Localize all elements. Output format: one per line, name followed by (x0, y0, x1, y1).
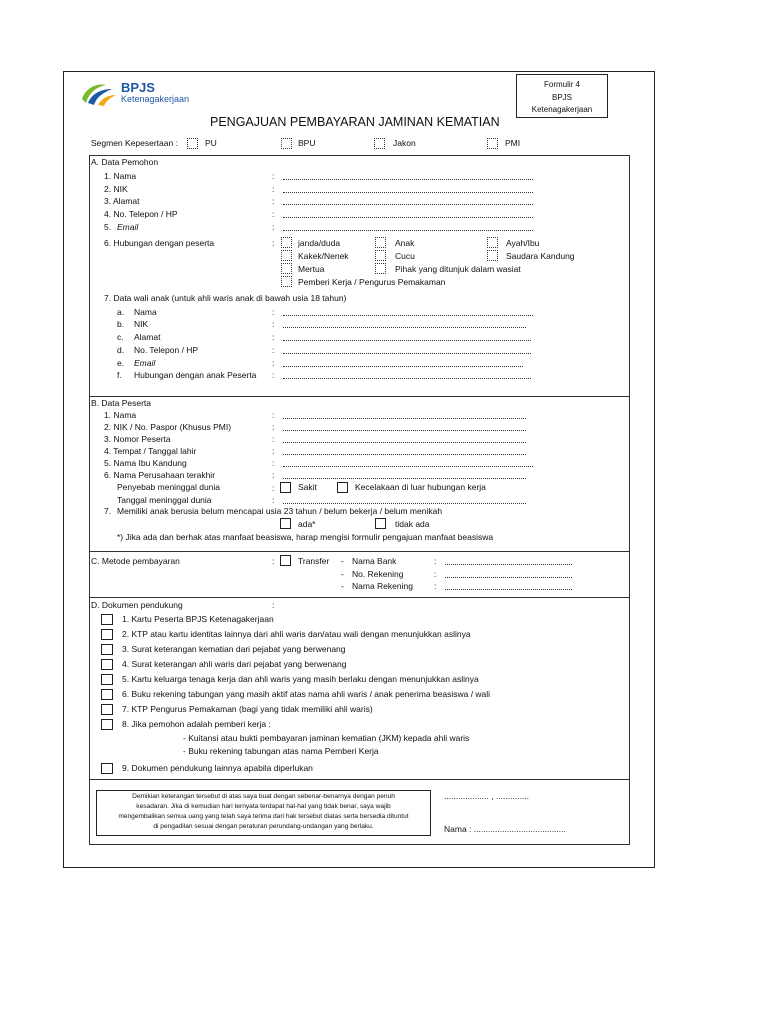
form-number-line2: BPJS (551, 93, 572, 102)
dok-2-checkbox[interactable] (101, 629, 113, 640)
hub-janda-checkbox[interactable] (281, 237, 292, 248)
wali-letter: d. (117, 345, 125, 355)
pemohon-alamat-label: 3. Alamat (104, 196, 140, 206)
sakit-checkbox[interactable] (280, 482, 291, 493)
colon: : (272, 370, 275, 380)
hub-wasiat-checkbox[interactable] (375, 263, 386, 274)
declaration-line: Demikian keterangan tersebut di atas saya buat dengan sebenar-benarnya dengan penuh (132, 793, 395, 800)
hub-kakek-label: Kakek/Nenek (298, 251, 349, 261)
colon: : (272, 319, 275, 329)
colon: : (272, 222, 275, 232)
hub-anak-label: Anak (395, 238, 415, 248)
segmen-bpu-checkbox[interactable] (281, 138, 292, 149)
q7-label: Memiliki anak berusia belum mencapai usia 23 tahun / belum bekerja / belum menikah (117, 506, 443, 516)
section-d-heading: D. Dokumen pendukung (91, 600, 183, 610)
wali-alamat-field[interactable] (283, 340, 531, 341)
dok-5-checkbox[interactable] (101, 674, 113, 685)
peserta-ttl-field[interactable] (283, 454, 526, 455)
dash: - (341, 556, 344, 566)
pemohon-email-label: Email (117, 222, 139, 232)
peserta-nomor-field[interactable] (283, 442, 526, 443)
colon: : (272, 458, 275, 468)
segmen-bpu-label: BPU (298, 138, 316, 148)
hub-anak-checkbox[interactable] (375, 237, 386, 248)
dok-4-checkbox[interactable] (101, 659, 113, 670)
wali-letter: a. (117, 307, 125, 317)
wali-nama-field[interactable] (283, 315, 533, 316)
signature-name-field[interactable]: Nama : ....................................... (444, 824, 566, 834)
dok-2-label: 2. KTP atau kartu identitas lainnya dari ahli waris dan/atau wali dengan menunjukkan aslinya (122, 629, 471, 639)
peserta-nama-field[interactable] (283, 418, 526, 419)
dok-8-sub-1: - Kuitansi atau bukti pembayaran jaminan kematian (JKM) kepada ahli waris (183, 733, 470, 743)
sakit-label: Sakit (298, 482, 317, 492)
colon: : (434, 569, 437, 579)
transfer-checkbox[interactable] (280, 555, 291, 566)
place-date-field[interactable]: ................... , .............. (444, 791, 530, 801)
colon: : (272, 307, 275, 317)
peserta-ibu-label: 5. Nama Ibu Kandung (104, 458, 187, 468)
wali-hubungan-field[interactable] (283, 378, 531, 379)
wali-letter: c. (117, 332, 124, 342)
hub-janda-label: janda/duda (298, 238, 341, 248)
dok-8-label: 8. Jika pemohon adalah pemberi kerja : (122, 719, 271, 729)
hub-mertua-checkbox[interactable] (281, 263, 292, 274)
colon: : (272, 196, 275, 206)
ada-checkbox[interactable] (280, 518, 291, 529)
colon: : (272, 332, 275, 342)
page-title: PENGAJUAN PEMBAYARAN JAMINAN KEMATIAN (210, 115, 500, 129)
peserta-ibu-field[interactable] (283, 466, 533, 467)
nama-bank-label: Nama Bank (352, 556, 397, 566)
colon: : (272, 446, 275, 456)
dok-3-label: 3. Surat keterangan kematian dari pejabat yang berwenang (122, 644, 346, 654)
dok-6-label: 6. Buku rekening tabungan yang masih aktif atas nama ahli waris / anak penerima beasiswa / wali (122, 689, 491, 699)
hub-pemberi-kerja-label: Pemberi Kerja / Pengurus Pemakaman (298, 277, 446, 287)
wali-heading: 7. Data wali anak (untuk ahli waris anak di bawah usia 18 tahun) (104, 293, 347, 303)
peserta-perusahaan-field[interactable] (283, 478, 526, 479)
colon: : (272, 238, 275, 248)
brand-name: BPJS (121, 80, 155, 95)
hub-mertua-label: Mertua (298, 264, 325, 274)
dok-5-label: 5. Kartu keluarga tenaga kerja dan ahli waris yang masih berlaku dengan menunjukkan aslinya (122, 674, 479, 684)
wali-telepon-field[interactable] (283, 353, 531, 354)
segmen-pmi-checkbox[interactable] (487, 138, 498, 149)
segmen-pmi-label: PMI (505, 138, 521, 148)
divider (89, 551, 630, 552)
dok-7-label: 7. KTP Pengurus Pemakaman (bagi yang tidak memiliki ahli waris) (122, 704, 373, 714)
dash: - (341, 569, 344, 579)
declaration-line: mengembalikan semua uang yang telah saya terima dari hak tersebut diatas serta bersedia dituntut (118, 813, 409, 820)
tidak-ada-label: tidak ada (395, 519, 430, 529)
divider (89, 396, 630, 397)
wali-alamat-label: Alamat (134, 332, 161, 342)
peserta-nomor-label: 3. Nomor Peserta (104, 434, 171, 444)
section-c-heading: C. Metode pembayaran (91, 556, 180, 566)
section-a-heading: A. Data Pemohon (91, 157, 159, 167)
hub-pemberi-kerja-checkbox[interactable] (281, 276, 292, 287)
dok-8-sub-2: - Buku rekening tabungan atas nama Pemberi Kerja (183, 746, 379, 756)
transfer-label: Transfer (298, 556, 330, 566)
pemohon-alamat-field[interactable] (283, 204, 533, 205)
tanggal-meninggal-field[interactable] (283, 503, 526, 504)
pemohon-telepon-field[interactable] (283, 217, 533, 218)
hub-ayah-checkbox[interactable] (487, 237, 498, 248)
wali-telepon-label: No. Telepon / HP (134, 345, 199, 355)
ada-label: ada* (298, 519, 316, 529)
segmen-pu-label: PU (205, 138, 217, 148)
pemohon-nik-field[interactable] (283, 192, 533, 193)
peserta-nik-field[interactable] (283, 430, 526, 431)
beasiswa-note: *) Jika ada dan berhak atas manfaat beasiswa, harap mengisi formulir pengajuan manfaat beasiswa (117, 532, 494, 542)
segmen-label: Segmen Kepesertaan : (91, 138, 178, 148)
colon: : (272, 171, 275, 181)
hub-saudara-label: Saudara Kandung (506, 251, 575, 261)
no-rekening-label: No. Rekening (352, 569, 404, 579)
nama-rekening-label: Nama Rekening (352, 581, 413, 591)
dok-8-checkbox[interactable] (101, 719, 113, 730)
wali-email-label: Email (134, 358, 156, 368)
divider (89, 779, 630, 780)
dash: - (341, 581, 344, 591)
colon: : (272, 209, 275, 219)
hub-cucu-label: Cucu (395, 251, 415, 261)
segmen-jakon-checkbox[interactable] (374, 138, 385, 149)
pemohon-telepon-label: 4. No. Telepon / HP (104, 209, 178, 219)
pemohon-email-number: 5. (104, 222, 112, 232)
peserta-perusahaan-label: 6. Nama Perusahaan terakhir (104, 470, 216, 480)
pemohon-nik-label: 2. NIK (104, 184, 128, 194)
kecelakaan-label: Kecelakaan di luar hubungan kerja (355, 482, 486, 492)
form-number-line3: Ketenagakerjaan (531, 105, 593, 114)
peserta-nik-label: 2. NIK / No. Paspor (Khusus PMI) (104, 422, 232, 432)
colon: : (272, 434, 275, 444)
colon: : (434, 581, 437, 591)
colon: : (272, 422, 275, 432)
declaration-line: di pengadilan sesuai dengan peraturan perundang-undangan yang berlaku. (153, 823, 374, 830)
peserta-ttl-label: 4. Tempat / Tanggal lahir (104, 446, 197, 456)
dok-1-checkbox[interactable] (101, 614, 113, 625)
colon: : (272, 556, 275, 566)
dok-4-label: 4. Surat keterangan ahli waris dari pejabat yang berwenang (122, 659, 347, 669)
tanggal-meninggal-label: Tanggal meninggal dunia (117, 495, 212, 505)
dok-9-label: 9. Dokumen pendukung lainnya apabila diperlukan (122, 763, 313, 773)
wali-email-field[interactable] (283, 366, 523, 367)
hub-kakek-checkbox[interactable] (281, 250, 292, 261)
colon: : (272, 600, 275, 610)
hub-saudara-checkbox[interactable] (487, 250, 498, 261)
dok-3-checkbox[interactable] (101, 644, 113, 655)
colon: : (272, 345, 275, 355)
hub-cucu-checkbox[interactable] (375, 250, 386, 261)
wali-nik-label: NIK (134, 319, 149, 329)
pemohon-nama-label: 1. Nama (104, 171, 137, 181)
wali-hubungan-label: Hubungan dengan anak Peserta (134, 370, 257, 380)
wali-letter: f. (117, 370, 122, 380)
brand-sub: Ketenagakerjaan (121, 94, 190, 104)
penyebab-label: Penyebab meninggal dunia (117, 482, 221, 492)
q7-number: 7. (104, 506, 112, 516)
bpjs-logo-icon (80, 81, 118, 107)
colon: : (272, 184, 275, 194)
colon: : (272, 358, 275, 368)
tidak-ada-checkbox[interactable] (375, 518, 386, 529)
dok-7-checkbox[interactable] (101, 704, 113, 715)
segmen-pu-checkbox[interactable] (187, 138, 198, 149)
pemohon-email-field[interactable] (283, 230, 533, 231)
colon: : (272, 410, 275, 420)
hub-ayah-label: Ayah/Ibu (506, 238, 540, 248)
kecelakaan-checkbox[interactable] (337, 482, 348, 493)
form-number-line1: Formulir 4 (543, 80, 580, 89)
peserta-nama-label: 1. Nama (104, 410, 137, 420)
declaration-line: kesadaran. Jika di kemudian hari ternyata terdapat hal-hal yang tidak benar, saya wajib (136, 803, 391, 810)
dok-9-checkbox[interactable] (101, 763, 113, 774)
pemohon-nama-field[interactable] (283, 179, 533, 180)
section-b-heading: B. Data Peserta (91, 398, 152, 408)
colon: : (434, 556, 437, 566)
nama-rekening-field[interactable] (445, 589, 572, 590)
no-rekening-field[interactable] (445, 577, 572, 578)
colon: : (272, 495, 275, 505)
dok-1-label: 1. Kartu Peserta BPJS Ketenagakerjaan (122, 614, 274, 624)
divider (89, 597, 630, 598)
colon: : (272, 470, 275, 480)
wali-nik-field[interactable] (283, 327, 526, 328)
dok-6-checkbox[interactable] (101, 689, 113, 700)
wali-letter: b. (117, 319, 125, 329)
hubungan-label: 6. Hubungan dengan peserta (104, 238, 215, 248)
colon: : (272, 483, 275, 493)
nama-bank-field[interactable] (445, 564, 572, 565)
wali-nama-label: Nama (134, 307, 157, 317)
hub-wasiat-label: Pihak yang ditunjuk dalam wasiat (395, 264, 521, 274)
wali-letter: e. (117, 358, 125, 368)
segmen-jakon-label: Jakon (393, 138, 416, 148)
